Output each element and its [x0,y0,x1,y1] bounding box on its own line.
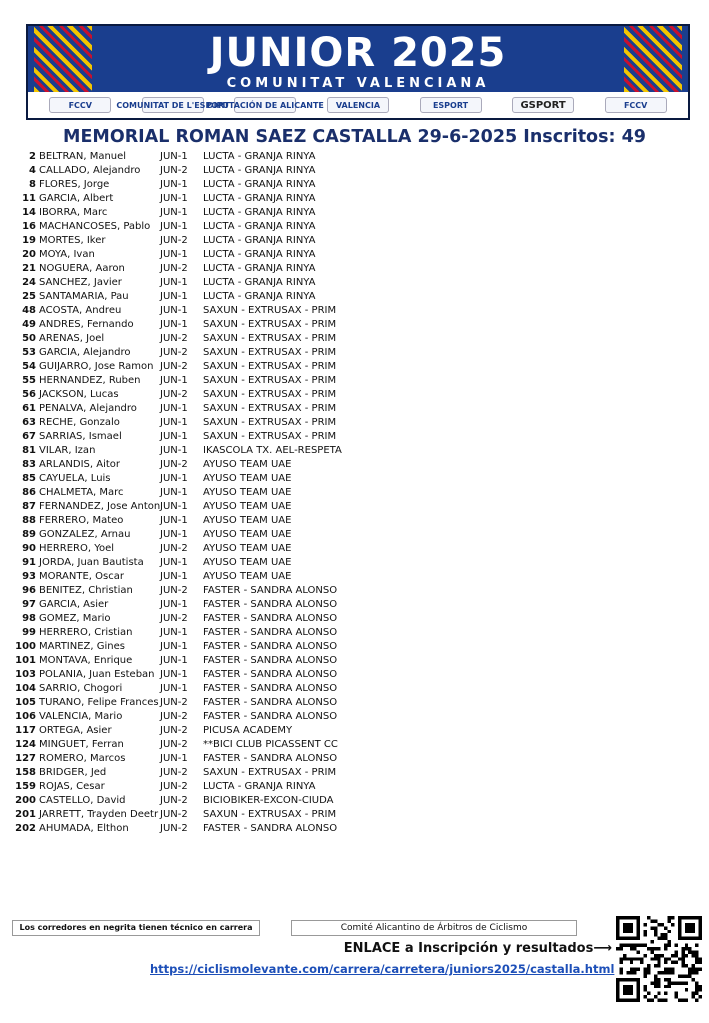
rider-name: ARENAS, Joel [39,333,105,344]
rider-category: JUN-2 [160,165,188,176]
rider-number: 89 [22,529,36,540]
rider-name: MACHANCOSES, Pablo [39,221,151,232]
rider-number: 90 [22,543,36,554]
rider-category: JUN-1 [160,221,188,232]
rider-name: MORANTE, Oscar [39,571,124,582]
rider-number: 202 [15,823,36,834]
rider-team: SAXUN - EXTRUSAX - PRIM [203,361,337,372]
rider-category: JUN-2 [160,585,188,596]
referee-committee: Comité Alicantino de Árbitros de Ciclismo [291,920,577,936]
rider-number: 127 [15,753,36,764]
rider-team: LUCTA - GRANJA RINYA [203,263,316,274]
rider-category: JUN-1 [160,431,188,442]
rider-team: FASTER - SANDRA ALONSO [203,599,338,610]
rider-category: JUN-2 [160,459,188,470]
rider-number: 2 [29,151,36,162]
rider-name: GARCIA, Asier [39,599,109,610]
rider-team: LUCTA - GRANJA RINYA [203,277,316,288]
rider-team: SAXUN - EXTRUSAX - PRIM [203,333,337,344]
rider-name: CHALMETA, Marc [39,487,124,498]
rider-category: JUN-2 [160,809,188,820]
rider-number: 81 [22,445,36,456]
rider-name: SANCHEZ, Javier [39,277,122,288]
rider-name: GONZALEZ, Arnau [39,529,131,540]
rider-team: BICIOBIKER-EXCON-CIUDA [203,795,334,806]
rider-number: 11 [22,193,36,204]
rider-category: JUN-1 [160,669,188,680]
rider-name: ROMERO, Marcos [39,753,126,764]
rider-name: VILAR, Izan [39,445,96,456]
rider-name: BENITEZ, Christian [39,585,133,596]
rider-name: BRIDGER, Jed [39,767,107,778]
rider-category: JUN-1 [160,571,188,582]
rider-number: 14 [22,207,36,218]
rider-category: JUN-2 [160,739,188,750]
sponsor-logos [28,92,688,118]
rider-name: BELTRAN, Manuel [39,151,127,162]
rider-team: AYUSO TEAM UAE [203,557,292,568]
rider-category: JUN-2 [160,543,188,554]
qr-code-icon[interactable] [616,916,702,1002]
rider-name: NOGUERA, Aaron [39,263,125,274]
rider-category: JUN-2 [160,725,188,736]
rider-team: FASTER - SANDRA ALONSO [203,753,338,764]
race-heading: MEMORIAL ROMAN SAEZ CASTALLA 29-6-2025 Inscritos: 49 [63,127,646,147]
rider-number: 25 [22,291,36,302]
rider-number: 91 [22,557,36,568]
rider-team: LUCTA - GRANJA RINYA [203,179,316,190]
rider-team: SAXUN - EXTRUSAX - PRIM [203,347,337,358]
rider-name: JARRETT, Trayden Deetr [39,809,159,820]
rider-name: GUIJARRO, Jose Ramon [39,361,154,372]
rider-category: JUN-1 [160,319,188,330]
rider-number: 16 [22,221,36,232]
rider-team: SAXUN - EXTRUSAX - PRIM [203,305,337,316]
rider-team: AYUSO TEAM UAE [203,543,292,554]
rider-name: CAYUELA, Luis [39,473,111,484]
rider-team: FASTER - SANDRA ALONSO [203,697,338,708]
rider-name: PENALVA, Alejandro [39,403,137,414]
diputacion-alicante-logo: DIPUTACIÓN DE ALICANTE [234,97,296,113]
rider-category: JUN-2 [160,347,188,358]
rider-category: JUN-2 [160,795,188,806]
rider-category: JUN-1 [160,641,188,652]
rider-category: JUN-1 [160,655,188,666]
rider-name: RECHE, Gonzalo [39,417,120,428]
rider-category: JUN-1 [160,375,188,386]
rider-name: VALENCIA, Mario [39,711,123,722]
rider-number: 99 [22,627,36,638]
rider-team: SAXUN - EXTRUSAX - PRIM [203,403,337,414]
rider-category: JUN-2 [160,235,188,246]
bold-riders-note: Los corredores en negrita tienen técnico en carrera [12,920,260,936]
rider-number: 8 [29,179,36,190]
rider-category: JUN-1 [160,193,188,204]
rider-category: JUN-1 [160,515,188,526]
rider-number: 54 [22,361,36,372]
rider-team: LUCTA - GRANJA RINYA [203,221,316,232]
header-banner [26,24,690,120]
rider-name: MINGUET, Ferran [39,739,124,750]
rider-number: 21 [22,263,36,274]
rider-category: JUN-1 [160,417,188,428]
rider-name: FERNANDEZ, Jose Anton [39,501,161,512]
rider-team: AYUSO TEAM UAE [203,487,292,498]
rider-team: LUCTA - GRANJA RINYA [203,249,316,260]
rider-team: SAXUN - EXTRUSAX - PRIM [203,809,337,820]
rider-name: MORTES, Iker [39,235,106,246]
rider-name: ROJAS, Cesar [39,781,105,792]
rider-team: FASTER - SANDRA ALONSO [203,613,338,624]
rider-number: 4 [29,165,36,176]
rider-category: JUN-2 [160,697,188,708]
rider-category: JUN-1 [160,445,188,456]
rider-category: JUN-2 [160,361,188,372]
rider-number: 50 [22,333,36,344]
rider-team: LUCTA - GRANJA RINYA [203,207,316,218]
rider-number: 85 [22,473,36,484]
rider-name: HERRERO, Yoel [39,543,115,554]
rider-team: AYUSO TEAM UAE [203,571,292,582]
rider-number: 100 [15,641,36,652]
rider-name: SANTAMARIA, Pau [39,291,129,302]
rider-number: 105 [15,697,36,708]
banner-subtitle: COMUNITAT VALENCIANA [226,76,490,91]
rider-category: JUN-2 [160,263,188,274]
rider-name: GARCIA, Albert [39,193,114,204]
rider-number: 20 [22,249,36,260]
rider-name: CASTELLO, David [39,795,126,806]
results-link-label: ENLACE a Inscripción y resultados⟶ [343,941,612,956]
rider-team: LUCTA - GRANJA RINYA [203,165,316,176]
rider-number: 48 [22,305,36,316]
rider-team: LUCTA - GRANJA RINYA [203,193,316,204]
rider-number: 158 [15,767,36,778]
rider-team: SAXUN - EXTRUSAX - PRIM [203,319,337,330]
rider-number: 49 [22,319,36,330]
rider-category: JUN-1 [160,403,188,414]
rider-number: 87 [22,501,36,512]
rider-number: 124 [15,739,36,750]
valencia-logo: VALENCIA [327,97,389,113]
rider-category: JUN-1 [160,487,188,498]
rider-name: ACOSTA, Andreu [39,305,122,316]
rider-name: HERRERO, Cristian [39,627,133,638]
rider-team: AYUSO TEAM UAE [203,473,292,484]
rider-name: CALLADO, Alejandro [39,165,141,176]
rider-name: FERRERO, Mateo [39,515,124,526]
rider-number: 101 [15,655,36,666]
rider-category: JUN-1 [160,753,188,764]
rider-number: 83 [22,459,36,470]
rider-team: SAXUN - EXTRUSAX - PRIM [203,375,337,386]
rider-category: JUN-1 [160,305,188,316]
rider-number: 96 [22,585,36,596]
rider-category: JUN-1 [160,599,188,610]
rider-number: 104 [15,683,36,694]
fccv-logo-right: FCCV [605,97,667,113]
rider-category: JUN-1 [160,627,188,638]
rider-category: JUN-2 [160,767,188,778]
rider-name: ANDRES, Fernando [39,319,134,330]
rider-number: 24 [22,277,36,288]
rider-number: 106 [15,711,36,722]
rider-name: JACKSON, Lucas [39,389,119,400]
rider-number: 88 [22,515,36,526]
rider-category: JUN-1 [160,557,188,568]
rider-category: JUN-2 [160,389,188,400]
rider-number: 67 [22,431,36,442]
rider-number: 103 [15,669,36,680]
rider-number: 117 [15,725,36,736]
rider-name: TURANO, Felipe Frances [39,697,159,708]
fccv-logo: FCCV [49,97,111,113]
rider-team: FASTER - SANDRA ALONSO [203,669,338,680]
results-link[interactable]: https://ciclismolevante.com/carrera/carretera/juniors2025/castalla.html [150,962,615,976]
rider-team: FASTER - SANDRA ALONSO [203,641,338,652]
rider-name: MONTAVA, Enrique [39,655,133,666]
rider-name: ARLANDIS, Aitor [39,459,121,470]
rider-name: JORDA, Juan Bautista [39,557,144,568]
rider-category: JUN-1 [160,277,188,288]
rider-category: JUN-1 [160,501,188,512]
rider-team: FASTER - SANDRA ALONSO [203,823,338,834]
rider-category: JUN-2 [160,613,188,624]
rider-team: PICUSA ACADEMY [203,725,293,736]
rider-category: JUN-1 [160,207,188,218]
rider-team: SAXUN - EXTRUSAX - PRIM [203,389,337,400]
rider-team: AYUSO TEAM UAE [203,515,292,526]
rider-team: FASTER - SANDRA ALONSO [203,683,338,694]
rider-number: 55 [22,375,36,386]
rider-category: JUN-1 [160,179,188,190]
rider-number: 200 [15,795,36,806]
rider-number: 53 [22,347,36,358]
rider-team: FASTER - SANDRA ALONSO [203,585,338,596]
rider-team: AYUSO TEAM UAE [203,529,292,540]
rider-team: LUCTA - GRANJA RINYA [203,291,316,302]
rider-name: POLANIA, Juan Esteban [39,669,155,680]
rider-team: IKASCOLA TX. AEL-RESPETA [203,445,342,456]
rider-category: JUN-2 [160,823,188,834]
comunitat-esport-logo: COMUNITAT DE L'ESPORT [142,97,204,113]
rider-name: SARRIO, Chogori [39,683,123,694]
rider-name: MARTINEZ, Gines [39,641,125,652]
rider-name: ORTEGA, Asier [39,725,112,736]
rider-name: IBORRA, Marc [39,207,108,218]
rider-team: FASTER - SANDRA ALONSO [203,655,338,666]
rider-team: SAXUN - EXTRUSAX - PRIM [203,431,337,442]
rider-category: JUN-2 [160,333,188,344]
rider-category: JUN-1 [160,291,188,302]
rider-category: JUN-1 [160,249,188,260]
rider-number: 86 [22,487,36,498]
rider-category: JUN-1 [160,473,188,484]
rider-number: 159 [15,781,36,792]
rider-number: 56 [22,389,36,400]
rider-name: GARCIA, Alejandro [39,347,131,358]
esport-logo: ESPORT [420,97,482,113]
rider-team: LUCTA - GRANJA RINYA [203,151,316,162]
rider-category: JUN-2 [160,781,188,792]
rider-name: SARRIAS, Ismael [39,431,122,442]
rider-category: JUN-1 [160,529,188,540]
rider-name: FLORES, Jorge [39,179,110,190]
gsport-logo: GSPORT [512,97,574,113]
rider-category: JUN-2 [160,711,188,722]
banner-title: JUNIOR 2025 [209,30,507,76]
rider-team: SAXUN - EXTRUSAX - PRIM [203,417,337,428]
rider-team: SAXUN - EXTRUSAX - PRIM [203,767,337,778]
rider-number: 63 [22,417,36,428]
rider-number: 93 [22,571,36,582]
rider-team: **BICI CLUB PICASSENT CC [203,739,338,750]
rider-name: GOMEZ, Mario [39,613,111,624]
rider-team: LUCTA - GRANJA RINYA [203,235,316,246]
rider-number: 201 [15,809,36,820]
rider-number: 97 [22,599,36,610]
rider-number: 19 [22,235,36,246]
rider-name: MOYA, Ivan [39,249,95,260]
rider-name: AHUMADA, Elthon [39,823,129,834]
rider-category: JUN-1 [160,151,188,162]
rider-number: 98 [22,613,36,624]
rider-team: FASTER - SANDRA ALONSO [203,711,338,722]
rider-team: FASTER - SANDRA ALONSO [203,627,338,638]
rider-team: LUCTA - GRANJA RINYA [203,781,316,792]
rider-team: AYUSO TEAM UAE [203,459,292,470]
rider-category: JUN-1 [160,683,188,694]
rider-number: 61 [22,403,36,414]
rider-name: HERNANDEZ, Ruben [39,375,141,386]
rider-team: AYUSO TEAM UAE [203,501,292,512]
